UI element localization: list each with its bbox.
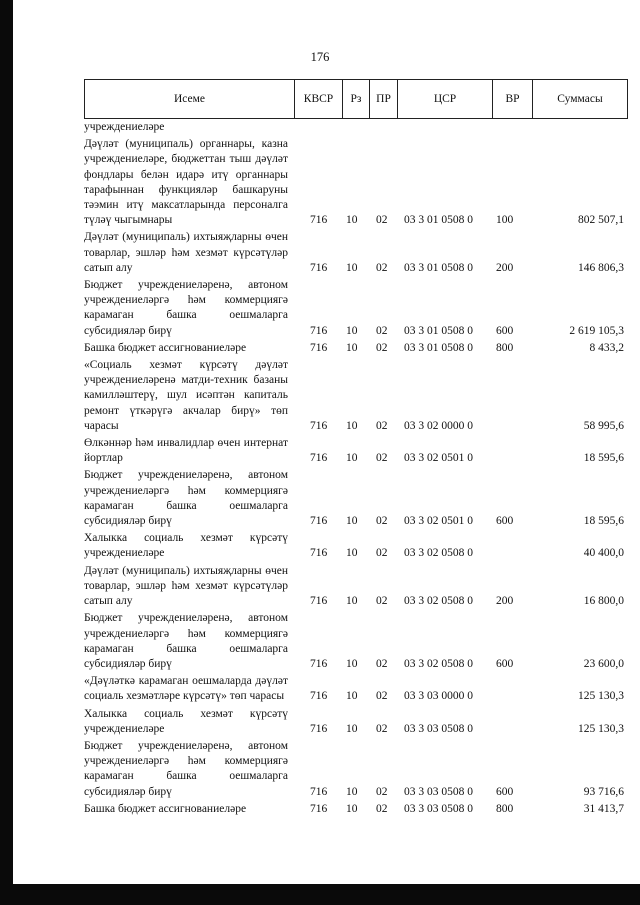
row-kvsr: 716: [310, 802, 328, 815]
row-sum: 40 400,0: [583, 547, 624, 560]
table-row: [84, 468, 628, 529]
row-name: Башка бюджет ассигнованиеләре: [84, 802, 247, 815]
row-vr: 800: [496, 341, 514, 354]
table-row: [84, 341, 628, 356]
header-pr: ПР: [370, 80, 398, 118]
row-name: Дәүләт (муниципаль) ихтыяҗларны өчен товарлар, эшләр һәм хезмәт күрсәтүләр сатып алу: [84, 564, 288, 608]
row-csr: 03 3 01 0508 0: [404, 261, 473, 274]
row-pr: 02: [376, 547, 388, 560]
table-row: [84, 564, 628, 610]
table-row: [84, 120, 628, 135]
table-row: [84, 707, 628, 737]
row-csr: 03 3 02 0508 0: [404, 657, 473, 670]
row-kvsr: 716: [310, 657, 328, 670]
row-csr: 03 3 03 0508 0: [404, 722, 473, 735]
scan-bottom-edge: [0, 884, 640, 905]
table-row: [84, 739, 628, 800]
row-name: учреждениеләре: [84, 121, 165, 133]
row-rz: 10: [346, 690, 358, 703]
row-csr: 03 3 03 0508 0: [404, 802, 473, 815]
row-name: Бюджет учреждениеләренә, автоном учреждениеләргә һәм коммерциягә карамаган башка оешмаларга субсидияләр бирү: [84, 279, 288, 337]
row-rz: 10: [346, 547, 358, 560]
row-sum: 16 800,0: [583, 595, 624, 608]
row-vr: 800: [496, 802, 514, 815]
header-rz: Рз: [343, 80, 370, 118]
row-sum: 23 600,0: [583, 657, 624, 670]
row-name: Дәүләт (муниципаль) органнары, казна учреждениеләре, бюджеттан тыш дәүләт фондлары белән идарә итү органнары тарафыннан функцияләр башкаруны тәэмин итү максатларында персоналга түләү чыгымнары: [84, 138, 288, 227]
row-csr: 03 3 01 0508 0: [404, 341, 473, 354]
row-sum: 93 716,6: [583, 785, 624, 798]
table-row: [84, 278, 628, 339]
row-kvsr: 716: [310, 214, 328, 227]
row-csr: 03 3 02 0000 0: [404, 419, 473, 432]
row-rz: 10: [346, 452, 358, 465]
row-name: Халыкка социаль хезмәт күрсәтү учреждениеләре: [84, 707, 288, 735]
row-vr: 600: [496, 324, 514, 337]
row-kvsr: 716: [310, 690, 328, 703]
row-kvsr: 716: [310, 419, 328, 432]
row-rz: 10: [346, 722, 358, 735]
row-vr: 600: [496, 657, 514, 670]
row-pr: 02: [376, 515, 388, 528]
row-rz: 10: [346, 261, 358, 274]
row-vr: 600: [496, 785, 514, 798]
row-rz: 10: [346, 515, 358, 528]
row-pr: 02: [376, 802, 388, 815]
row-sum: 18 595,6: [583, 452, 624, 465]
row-sum: 31 413,7: [583, 802, 624, 815]
row-pr: 02: [376, 722, 388, 735]
row-sum: 802 507,1: [578, 214, 624, 227]
table-row: [84, 531, 628, 561]
table-row: [84, 358, 628, 434]
row-pr: 02: [376, 657, 388, 670]
row-csr: 03 3 02 0501 0: [404, 515, 473, 528]
row-rz: 10: [346, 802, 358, 815]
row-rz: 10: [346, 324, 358, 337]
row-kvsr: 716: [310, 452, 328, 465]
row-pr: 02: [376, 324, 388, 337]
row-kvsr: 716: [310, 547, 328, 560]
row-pr: 02: [376, 690, 388, 703]
row-rz: 10: [346, 785, 358, 798]
row-vr: 200: [496, 261, 514, 274]
row-pr: 02: [376, 261, 388, 274]
row-pr: 02: [376, 419, 388, 432]
header-kvsr: КВСР: [295, 80, 343, 118]
row-vr: 600: [496, 515, 514, 528]
row-vr: 100: [496, 214, 514, 227]
row-kvsr: 716: [310, 722, 328, 735]
row-name: «Социаль хезмәт күрсәтү дәүләт учреждениеләренә матди-техник базаны камилләштерү, шул исәптән капиталь ремонт үткәрүгә акчалар бирү» төп чарасы: [84, 359, 288, 432]
row-sum: 125 130,3: [578, 722, 624, 735]
row-rz: 10: [346, 214, 358, 227]
row-name: Бюджет учреждениеләренә, автоном учреждениеләргә һәм коммерциягә карамаган башка оешмаларга субсидияләр бирү: [84, 612, 288, 670]
row-name: Өлкәннәр һәм инвалидлар өчен интернат йортлар: [84, 437, 288, 465]
row-pr: 02: [376, 595, 388, 608]
row-name: Башка бюджет ассигнованиеләре: [84, 341, 247, 354]
row-pr: 02: [376, 785, 388, 798]
row-sum: 2 619 105,3: [569, 324, 624, 337]
row-kvsr: 716: [310, 341, 328, 354]
row-csr: 03 3 01 0508 0: [404, 214, 473, 227]
row-pr: 02: [376, 452, 388, 465]
scan-left-edge: [0, 0, 13, 905]
row-rz: 10: [346, 595, 358, 608]
row-rz: 10: [346, 341, 358, 354]
row-name: Дәүләт (муниципаль) ихтыяҗларны өчен товарлар, эшләр һәм хезмәт күрсәтүләр сатып алу: [84, 231, 288, 274]
table-row: [84, 436, 628, 466]
row-kvsr: 716: [310, 515, 328, 528]
row-kvsr: 716: [310, 324, 328, 337]
row-csr: 03 3 03 0508 0: [404, 785, 473, 798]
table-header: [84, 79, 628, 119]
row-sum: 58 995,6: [583, 419, 624, 432]
page-number: 176: [310, 50, 330, 64]
table-row: [84, 802, 628, 817]
header-csr: ЦСР: [398, 80, 493, 118]
row-name: Бюджет учреждениеләренә, автоном учреждениеләргә һәм коммерциягә карамаган башка оешмаларга субсидияләр бирү: [84, 469, 288, 528]
table-row: [84, 230, 628, 276]
row-vr: 200: [496, 595, 514, 608]
row-pr: 02: [376, 214, 388, 227]
row-sum: 125 130,3: [578, 690, 624, 703]
row-rz: 10: [346, 419, 358, 432]
row-sum: 146 806,3: [578, 261, 624, 274]
row-csr: 03 3 02 0508 0: [404, 595, 473, 608]
table-row: [84, 137, 628, 228]
row-csr: 03 3 01 0508 0: [404, 324, 473, 337]
row-csr: 03 3 03 0000 0: [404, 690, 473, 703]
table-row: [84, 674, 628, 704]
row-name: Халыкка социаль хезмәт күрсәтү учреждениеләре: [84, 532, 288, 560]
row-sum: 8 433,2: [589, 341, 624, 354]
row-kvsr: 716: [310, 785, 328, 798]
table-body: [84, 120, 628, 819]
row-pr: 02: [376, 341, 388, 354]
row-csr: 03 3 02 0508 0: [404, 547, 473, 560]
table-row: [84, 611, 628, 672]
row-sum: 18 595,6: [583, 515, 624, 528]
row-csr: 03 3 02 0501 0: [404, 452, 473, 465]
header-vr: ВР: [493, 80, 533, 118]
row-kvsr: 716: [310, 261, 328, 274]
row-rz: 10: [346, 657, 358, 670]
header-sum: Суммасы: [557, 93, 603, 105]
row-kvsr: 716: [310, 595, 328, 608]
header-name: Исеме: [85, 80, 295, 118]
row-name: Бюджет учреждениеләренә, автоном учреждениеләргә һәм коммерциягә карамаган башка оешмаларга субсидияләр бирү: [84, 739, 288, 798]
row-name: «Дәүләткә карамаган оешмаларда дәүләт социаль хезмәтләре күрсәтү» төп чарасы: [84, 675, 288, 703]
